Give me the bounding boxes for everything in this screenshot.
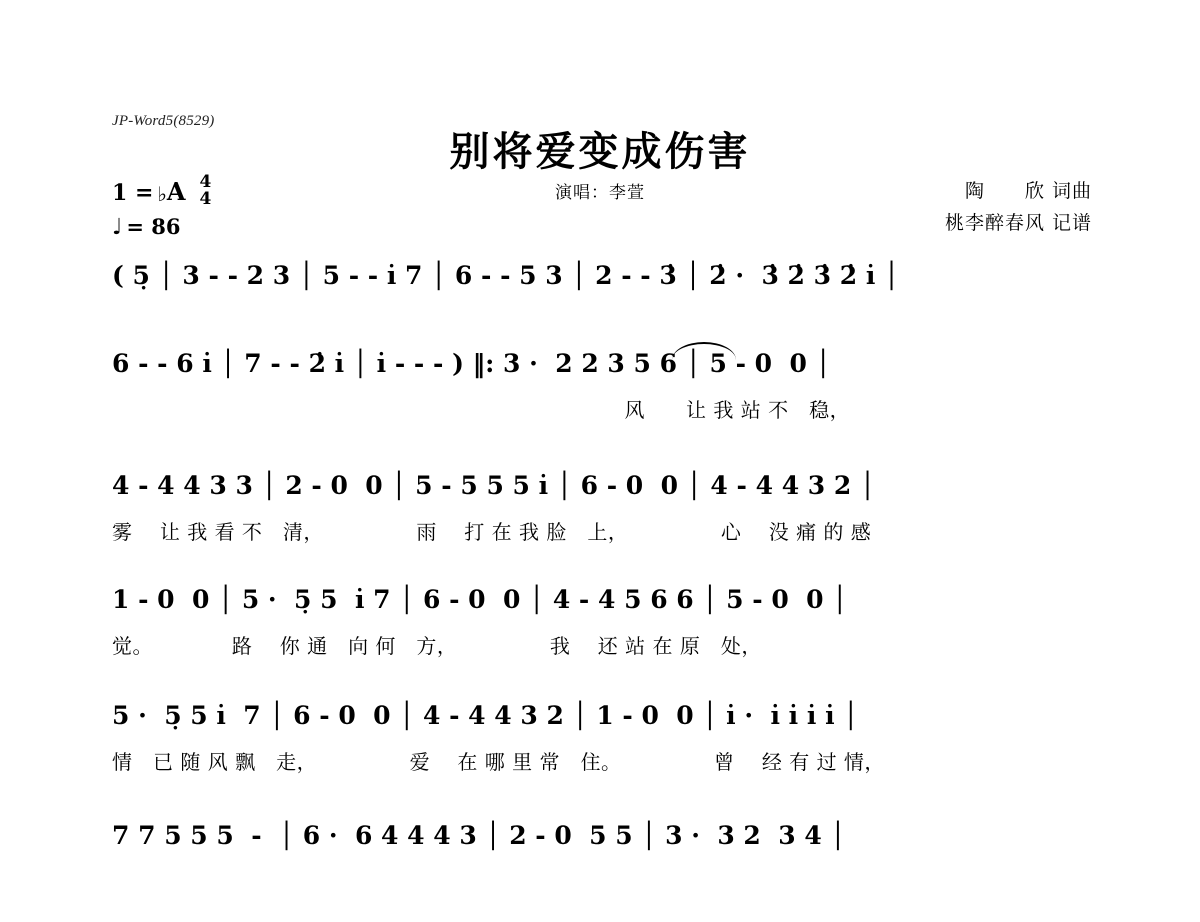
notation-line: 1 - 0 0 │ 5 · 5̣ 5 i̇ 7 │ 6 - 0 0 │ 4 - 4 5 6 6 │ 5 - 0 0 │	[112, 584, 848, 614]
notation-line: 4 - 4 4 3 3 │ 2 - 0 0 │ 5 - 5 5 5 i̇ │ 6 - 0 0 │ 4 - 4 4 3 2 │	[112, 470, 876, 500]
music-row-4	[112, 576, 1102, 686]
flat-icon: ♭	[157, 182, 167, 206]
notation-line: 6 - - 6 i̇ │ 7 - - 2̇ i̇ │ i̇ - - - ) ‖: 3 · 2 2 3 5 6 │ 5 - 0 0 │	[112, 348, 831, 378]
lyrics-line: 风 让 我 站 不 稳，	[112, 398, 851, 422]
music-row-6	[112, 812, 1102, 922]
music-row-5	[112, 692, 1102, 802]
document-id: JP-Word5(8529)	[112, 113, 215, 129]
page-title: 别将爱变成伤害	[449, 129, 751, 175]
time-signature-denominator: 4	[199, 189, 212, 209]
notation-line: 5 · 5̣ 5 i̇ 7 │ 6 - 0 0 │ 4 - 4 4 3 2 │ 1 - 0 0 │ i̇ · i̇ i̇ i̇ i̇ │	[112, 700, 859, 730]
lyrics-line: 雾 让 我 看 不 清， 雨 打 在 我 脸 上， 心 没 痛 的 感	[112, 520, 872, 544]
music-row-2	[112, 340, 1102, 450]
quarter-note-icon: ♩	[112, 214, 123, 240]
notation-line: ( 5̣ │ 3 - - 2 3 │ 5 - - i̇ 7 │ 6 - - 5 3 │ 2 - - 3̇ │ 2̇ · 3̇ 2̇ 3̇ 2̇ i̇ │	[112, 260, 900, 290]
lyrics-line: 情 已 随 风 飘 走， 爱 在 哪 里 常 住。 曾 经 有 过 情，	[112, 750, 885, 774]
composer-credit: 陶 欣 词曲	[964, 180, 1092, 202]
time-signature	[199, 174, 211, 208]
lyrics-line: 觉。 路 你 通 向 何 方， 我 还 站 在 原 处，	[112, 634, 762, 658]
notation-line: 7 7 5 5 5 - │ 6 · 6 4 4 4 3 │ 2 - 0 5 5 │ 3 · 3 2 3 4 │	[112, 820, 846, 850]
transcriber-credit: 桃李醉春风 记谱	[944, 212, 1092, 234]
tempo-marking	[112, 214, 211, 239]
key-signature-block	[112, 172, 211, 239]
time-signature-numerator: 4	[199, 172, 212, 192]
key-letter: A	[166, 177, 186, 206]
singer-credit: 演唱：李萱	[555, 183, 645, 203]
key-prefix: 1 =	[112, 180, 154, 206]
music-row-3	[112, 462, 1102, 572]
tempo-value: = 86	[126, 214, 181, 239]
